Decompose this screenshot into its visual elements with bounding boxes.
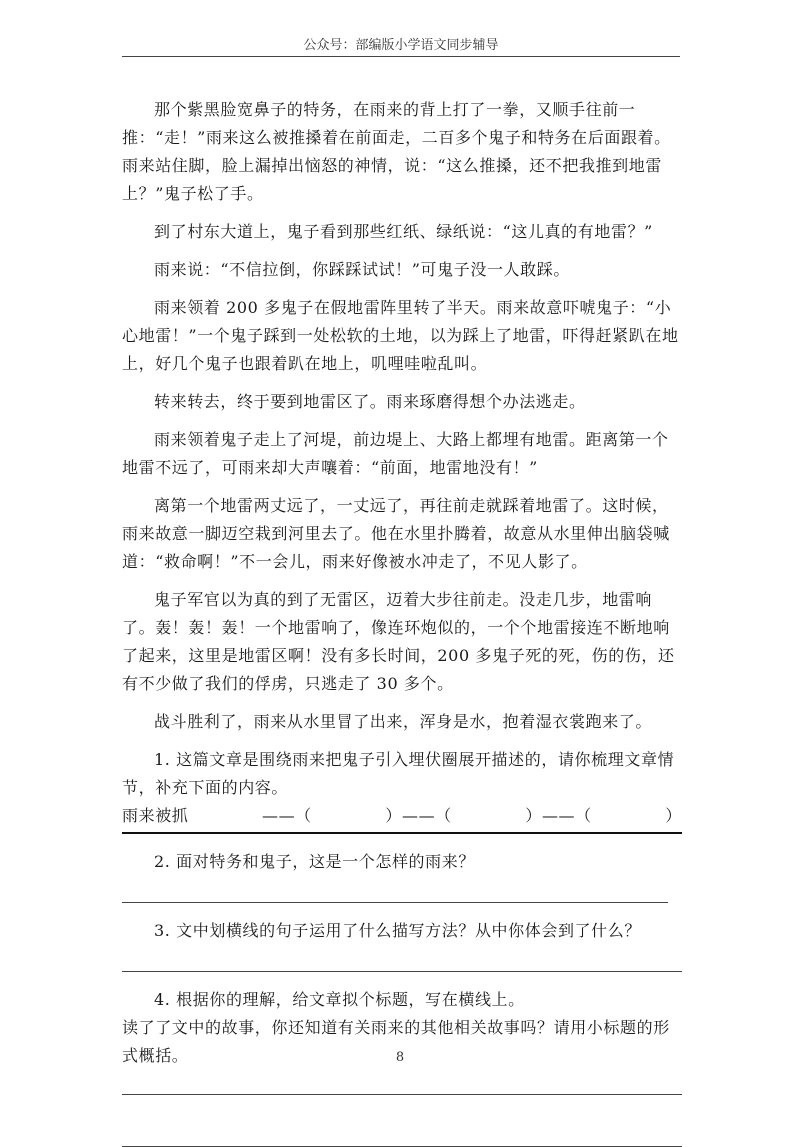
plot-chain-link-2: ）——（: [385, 806, 452, 825]
page-header: 公众号：部编版小学语文同步辅导: [303, 38, 499, 53]
plot-chain-open-1: ——（: [261, 806, 312, 825]
passage-paragraph-8: 鬼子军官以为真的到了无雷区，迈着大步往前走。没走几步，地雷响了。轰！轰！轰！一个地雷响了，像连环炮似的，一个个地雷接连不断地响了起来，这里是地雷区啊！没有多长时间，200 多鬼子死的死，伤的伤，还有不少做了我们的俘虏，只逃走了 30 多个。: [122, 590, 675, 693]
passage-paragraph-5: 转来转去，终于要到地雷区了。雨来琢磨得想个办法逃走。: [154, 392, 586, 411]
answer-line-q5-1: [122, 1094, 682, 1095]
plot-chain-start: 雨来被抓: [122, 806, 189, 825]
question-5: 读了了文中的故事，你还知道有关雨来的其他相关故事吗？请用小标题的形式概括。: [122, 1018, 670, 1065]
question-4: 4. 根据你的理解，给文章拟个标题，写在横线上。: [154, 990, 525, 1009]
passage-paragraph-7: 离第一个地雷两丈远了，一丈远了，再往前走就踩着地雷了。这时候，雨来故意一脚迈空栽到河里去了。他在水里扑腾着，故意从水里伸出脑袋喊道：“救命啊！”不一会儿，雨来好像被水冲走了，不见人影了。: [122, 496, 670, 571]
passage-paragraph-9: 战斗胜利了，雨来从水里冒了出来，浑身是水，抱着湿衣裳跑来了。: [154, 712, 653, 731]
passage-paragraph-1: 那个紫黑脸宽鼻子的特务，在雨来的背上打了一拳，又顺手往前一推：“走！”雨来这么被推搡着在前面走，二百多个鬼子和特务在后面跟着。雨来站住脚，脸上漏掉出恼怒的神情，说：“这么推搡，还不把我推到地雷上？”鬼子松了手。: [122, 100, 671, 203]
plot-chain-close: ）: [665, 806, 682, 825]
passage-paragraph-3: 雨来说：“不信拉倒，你踩踩试试！”可鬼子没一人敢踩。: [154, 260, 570, 279]
page-number: 8: [395, 1050, 405, 1065]
passage-paragraph-4: 雨来领着 200 多鬼子在假地雷阵里转了半天。雨来故意吓唬鬼子：“小心地雷！”一个鬼子踩到一处松软的土地，以为踩上了地雷，吓得赶紧趴在地上，好几个鬼子也跟着趴在地上，叽哩哇啦乱叫。: [122, 298, 679, 373]
answer-line-q1: [122, 832, 682, 834]
plot-chain-link-3: ）——（: [525, 806, 592, 825]
document-body: [122, 96, 682, 1147]
passage-paragraph-6: 雨来领着鬼子走上了河堤，前边堤上、大路上都埋有地雷。距离第一个地雷不远了，可雨来却大声嚷着：“前面，地雷地没有！”: [122, 430, 669, 477]
header-divider: [122, 56, 680, 57]
answer-line-q2: [122, 902, 668, 903]
question-1: 1. 这篇文章是围绕雨来把鬼子引入埋伏圈展开描述的，请你梳理文章情节，补充下面的内容。: [122, 750, 675, 797]
plot-chain-row: [122, 802, 682, 830]
question-3: 3. 文中划横线的句子运用了什么描写方法？从中你体会到了什么？: [154, 921, 641, 940]
question-2: 2. 面对特务和鬼子，这是一个怎样的雨来？: [154, 852, 475, 871]
passage-paragraph-2: 到了村东大道上，鬼子看到那些红纸、绿纸说：“这儿真的有地雷？”: [154, 222, 653, 241]
answer-line-q3: [122, 971, 682, 972]
